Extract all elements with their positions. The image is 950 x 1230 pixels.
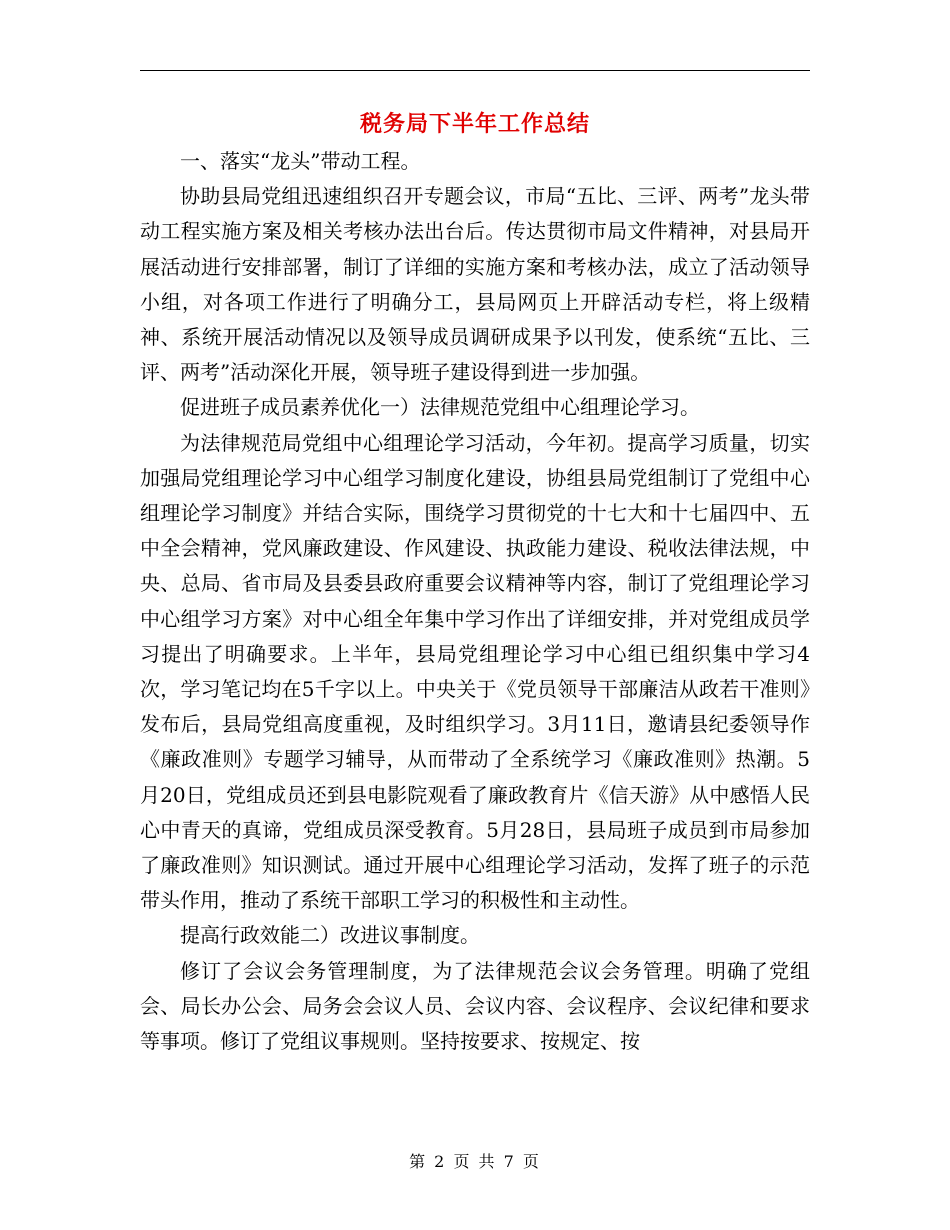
document-body	[140, 144, 810, 1059]
body-paragraph: 协助县局党组迅速组织召开专题会议，市局“五比、三评、两考”龙头带动工程实施方案及相关考核办法出台后。传达贯彻市局文件精神，对县局开展活动进行安排部署，制订了详细的实施方案和考核办法，成立了活动领导小组，对各项工作进行了明确分工，县局网页上开辟活动专栏，将上级精神、系统开展活动情况以及领导成员调研成果予以刊发，使系统“五比、三评、两考”活动深化开展，领导班子建设得到进一步加强。	[140, 184, 810, 385]
body-paragraph: 修订了会议会务管理制度，为了法律规范会议会务管理。明确了党组会、局长办公会、局务会会议人员、会议内容、会议程序、会议纪律和要求等事项。修订了党组议事规则。坚持按要求、按规定、按	[140, 958, 810, 1054]
header-rule	[140, 70, 810, 71]
page-number-footer: 第 2 页 共 7 页	[409, 1152, 541, 1171]
body-paragraph: 为法律规范局党组中心组理论学习活动，今年初。提高学习质量，切实加强局党组理论学习中心组学习制度化建设，协组县局党组制订了党组中心组理论学习制度》并结合实际，围绕学习贯彻党的十七大和十七届四中、五中全会精神，党风廉政建设、作风建设、执政能力建设、税收法律法规，中央、总局、省市局及县委县政府重要会议精神等内容，制订了党组理论学习中心组学习方案》对中心组全年集中学习作出了详细安排，并对党组成员学习提出了明确要求。上半年，县局党组理论学习中心组已组织集中学习4次，学习笔记均在5千字以上。中央关于《党员领导干部廉洁从政若干准则》发布后，县局党组高度重视，及时组织学习。3月11日，邀请县纪委领导作《廉政准则》专题学习辅导，从而带动了全系统学习《廉政准则》热潮。5月20日，党组成员还到县电影院观看了廉政教育片《信天游》从中感悟人民心中青天的真谛，党组成员深受教育。5月28日，县局班子成员到市局参加了廉政准则》知识测试。通过开展中心组理论学习活动，发挥了班子的示范带头作用，推动了系统干部职工学习的积极性和主动性。	[140, 430, 810, 913]
section-heading: 提高行政效能二）改进议事制度。	[180, 923, 480, 948]
document-title: 税务局下半年工作总结	[359, 111, 590, 137]
section-heading: 一、落实“龙头”带动工程。	[180, 149, 421, 173]
section-heading: 促进班子成员素养优化一）法律规范党组中心组理论学习。	[180, 395, 700, 420]
